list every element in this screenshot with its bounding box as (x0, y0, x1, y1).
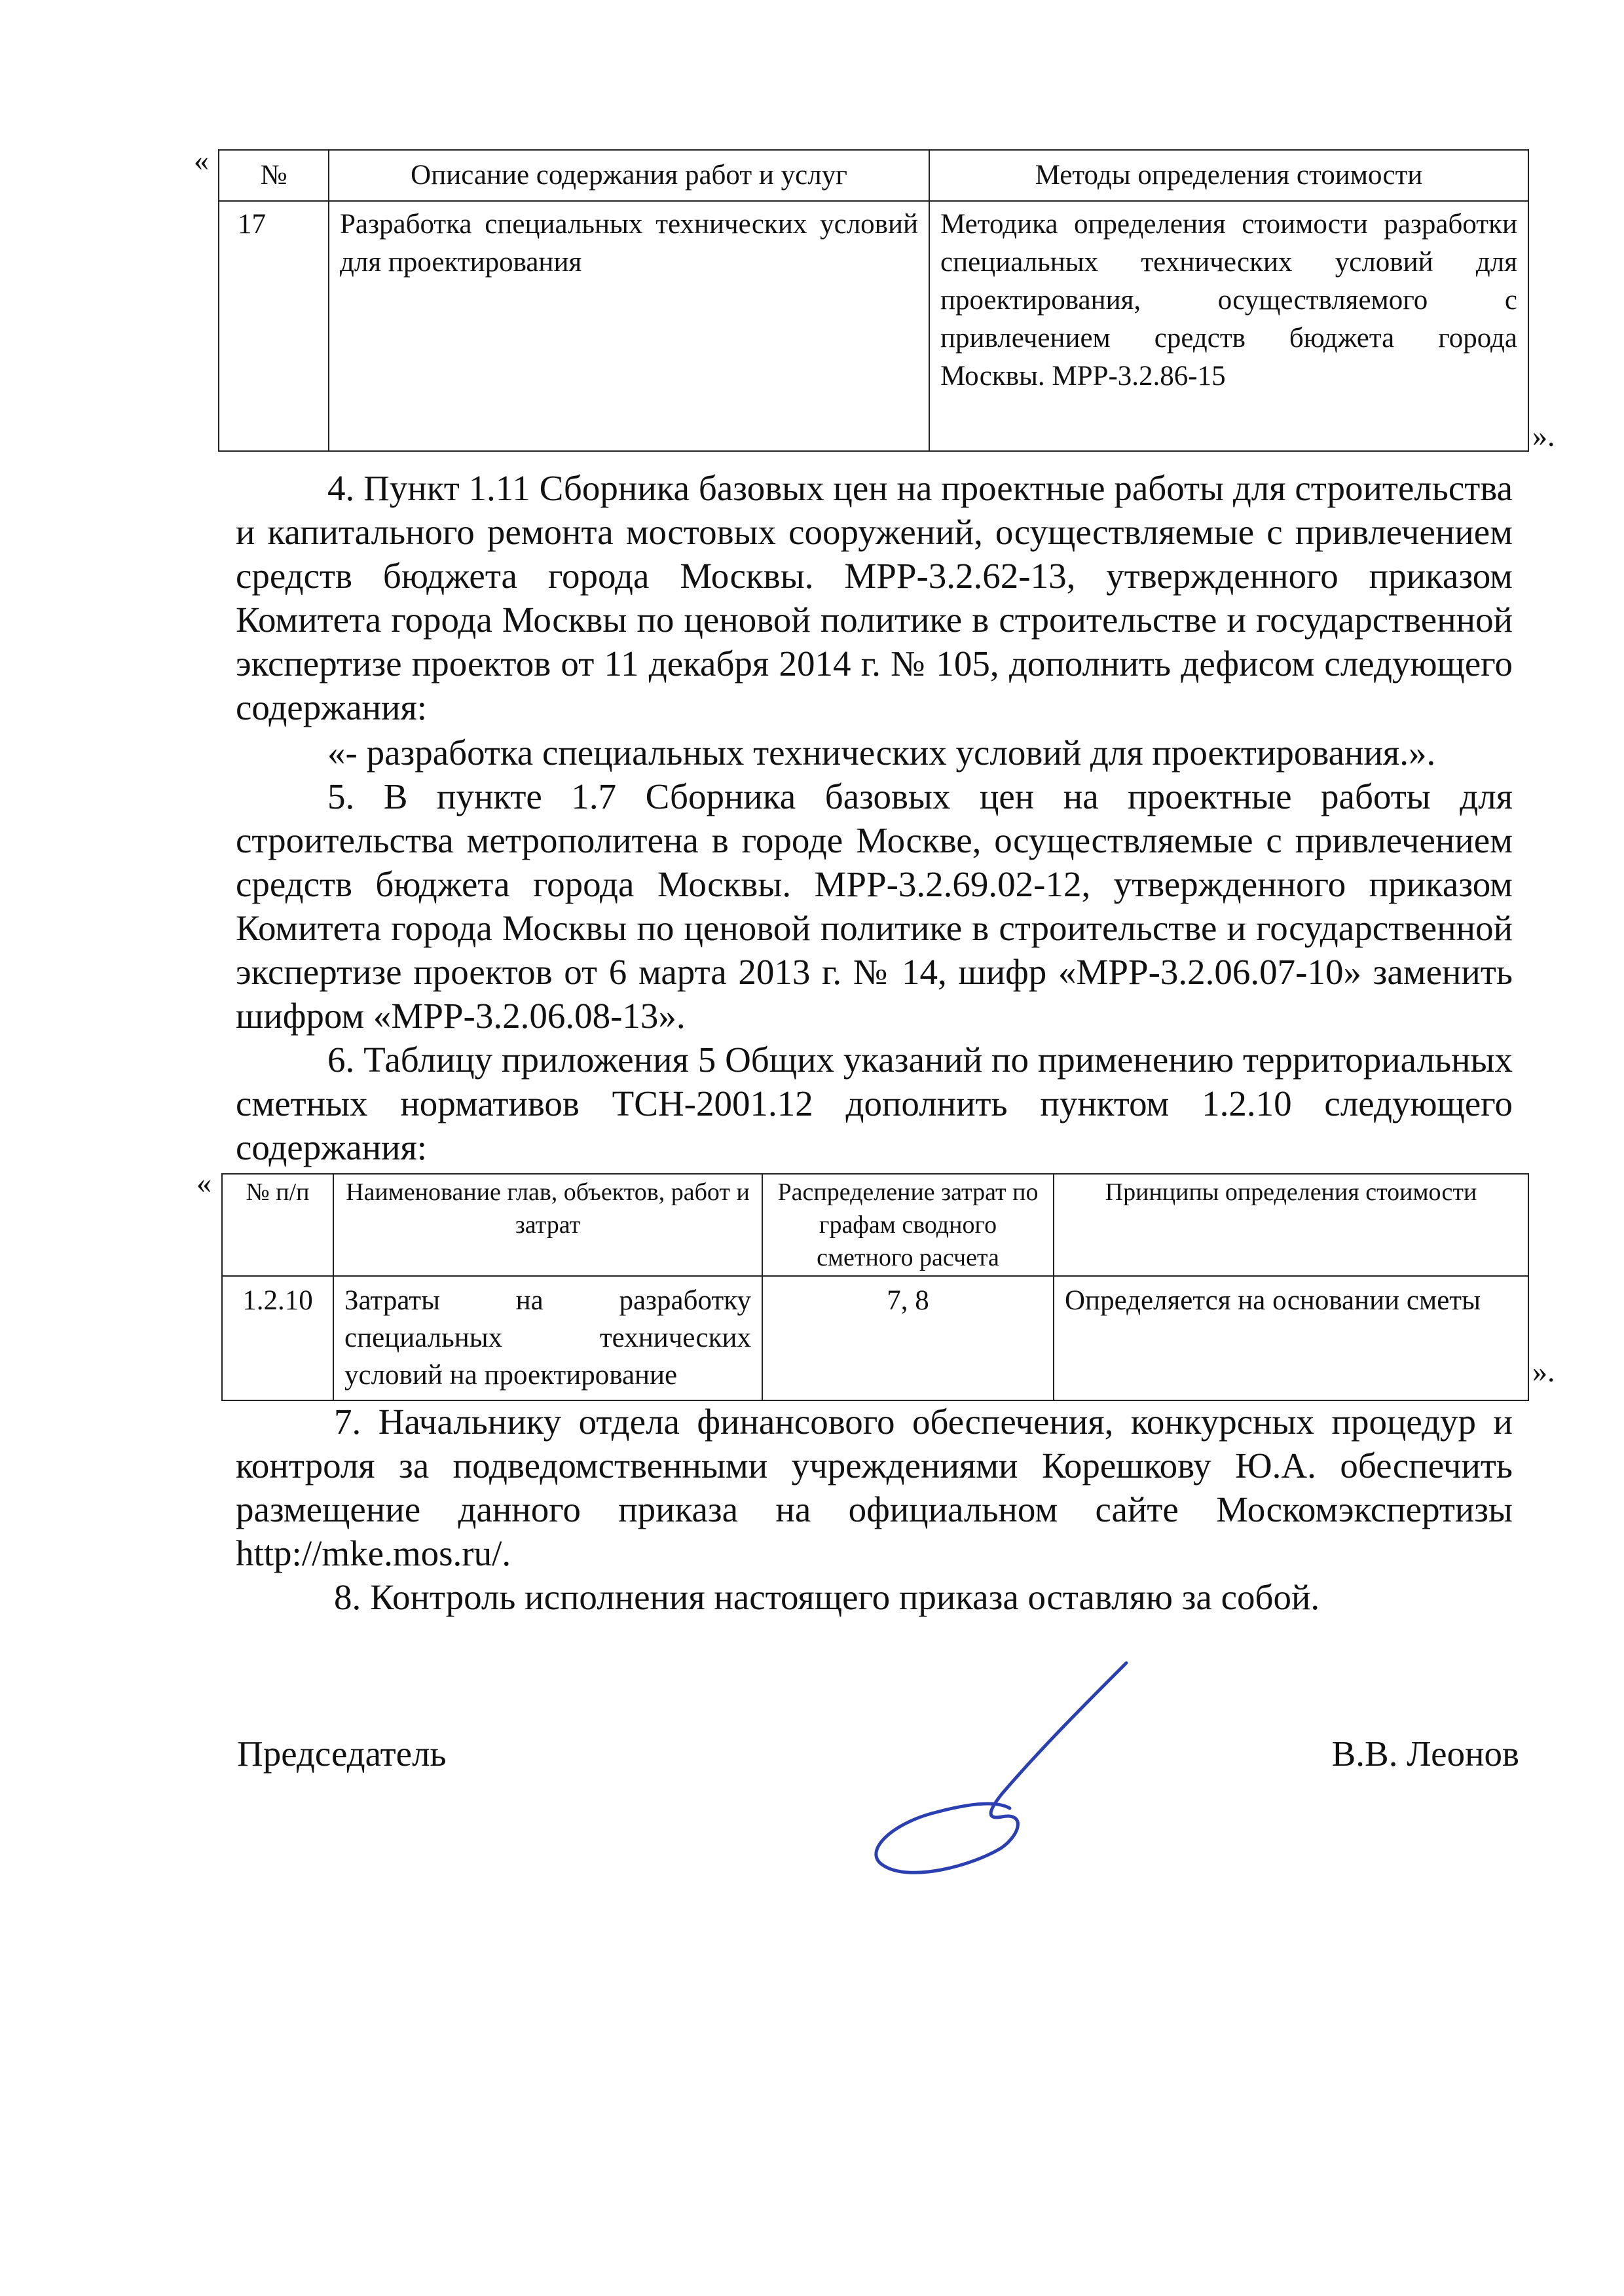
signatory-title: Председатель (237, 1734, 447, 1774)
table2-cell-name: Затраты на разработку специальных технических условий на проектирование (333, 1276, 762, 1400)
paragraph-5: 5. В пункте 1.7 Сборника базовых цен на проектные работы для строительства метрополитена в городе Москве, осуществляемые с привлечением средств бюджета города Москвы. МРР-3.2.69.02-12, утвержденного приказом Комитета города Москвы по ценовой политике в строительстве и государственной экспертизе проектов от 6 марта 2013 г. № 14, шифр «МРР-3.2.06.07-10» заменить шифром «МРР-3.2.06.08-13». (236, 776, 1513, 1036)
close-quote-table1: ». (1532, 419, 1555, 452)
paragraph-7: 7. Начальнику отдела финансового обеспечения, конкурсных процедур и контроля за подведомственными учреждениями Корешкову Ю.А. обеспечить размещение данного приказа на официальном сайте Москомэкспертизы http://mke.mos.ru/. (236, 1402, 1513, 1573)
table1-cell-num: 17 (219, 201, 329, 451)
amendment-table-1 (218, 149, 1529, 452)
table2-header-num: № п/п (222, 1174, 333, 1276)
close-quote-table2: ». (1532, 1355, 1555, 1388)
table2-cell-principle: Определяется на основании сметы (1054, 1276, 1528, 1400)
open-quote-table2: « (196, 1166, 212, 1199)
table1-header-row (219, 150, 1528, 201)
open-quote-table1: « (194, 143, 209, 177)
table2-cell-distribution: 7, 8 (762, 1276, 1054, 1400)
paragraph-6: 6. Таблицу приложения 5 Общих указаний по применению территориальных сметных нормативов ТСН-2001.12 дополнить пунктом 1.2.10 следующего содержания: (236, 1040, 1513, 1167)
table1-header-num: № (219, 150, 329, 201)
table2-header-distribution: Распределение затрат по графам сводного сметного расчета (762, 1174, 1054, 1276)
table2-header-principle: Принципы определения стоимости (1054, 1174, 1528, 1276)
table1-header-method: Методы определения стоимости (929, 150, 1528, 201)
handwritten-signature (851, 1656, 1153, 1879)
table1-row (219, 201, 1528, 451)
table2-header-row (222, 1174, 1528, 1276)
table1-cell-method: Методика определения стоимости разработки специальных технических условий для проектирования, осуществляемого с привлечением средств бюджета города Москвы. МРР-3.2.86-15 (929, 201, 1528, 451)
paragraph-4-quote: «- разработка специальных технических условий для проектирования.». (327, 733, 1436, 773)
paragraph-8: 8. Контроль исполнения настоящего приказа оставляю за собой. (334, 1577, 1320, 1617)
table2-header-name: Наименование глав, объектов, работ и затрат (333, 1174, 762, 1276)
table2-row (222, 1276, 1528, 1400)
amendment-table-2 (221, 1173, 1529, 1401)
table1-header-description: Описание содержания работ и услуг (329, 150, 929, 201)
table1-cell-description: Разработка специальных технических условий для проектирования (329, 201, 929, 451)
signature-stroke (876, 1663, 1126, 1872)
table2-cell-num: 1.2.10 (222, 1276, 333, 1400)
paragraph-4: 4. Пункт 1.11 Сборника базовых цен на проектные работы для строительства и капитального ремонта мостовых сооружений, осуществляемые с привлечением средств бюджета города Москвы. МРР-3.2.62-13, утвержденного приказом Комитета города Москвы по ценовой политике в строительстве и государственной экспертизе проектов от 11 декабря 2014 г. № 105, дополнить дефисом следующего содержания: (236, 468, 1513, 727)
signatory-name: В.В. Леонов (1331, 1734, 1519, 1774)
